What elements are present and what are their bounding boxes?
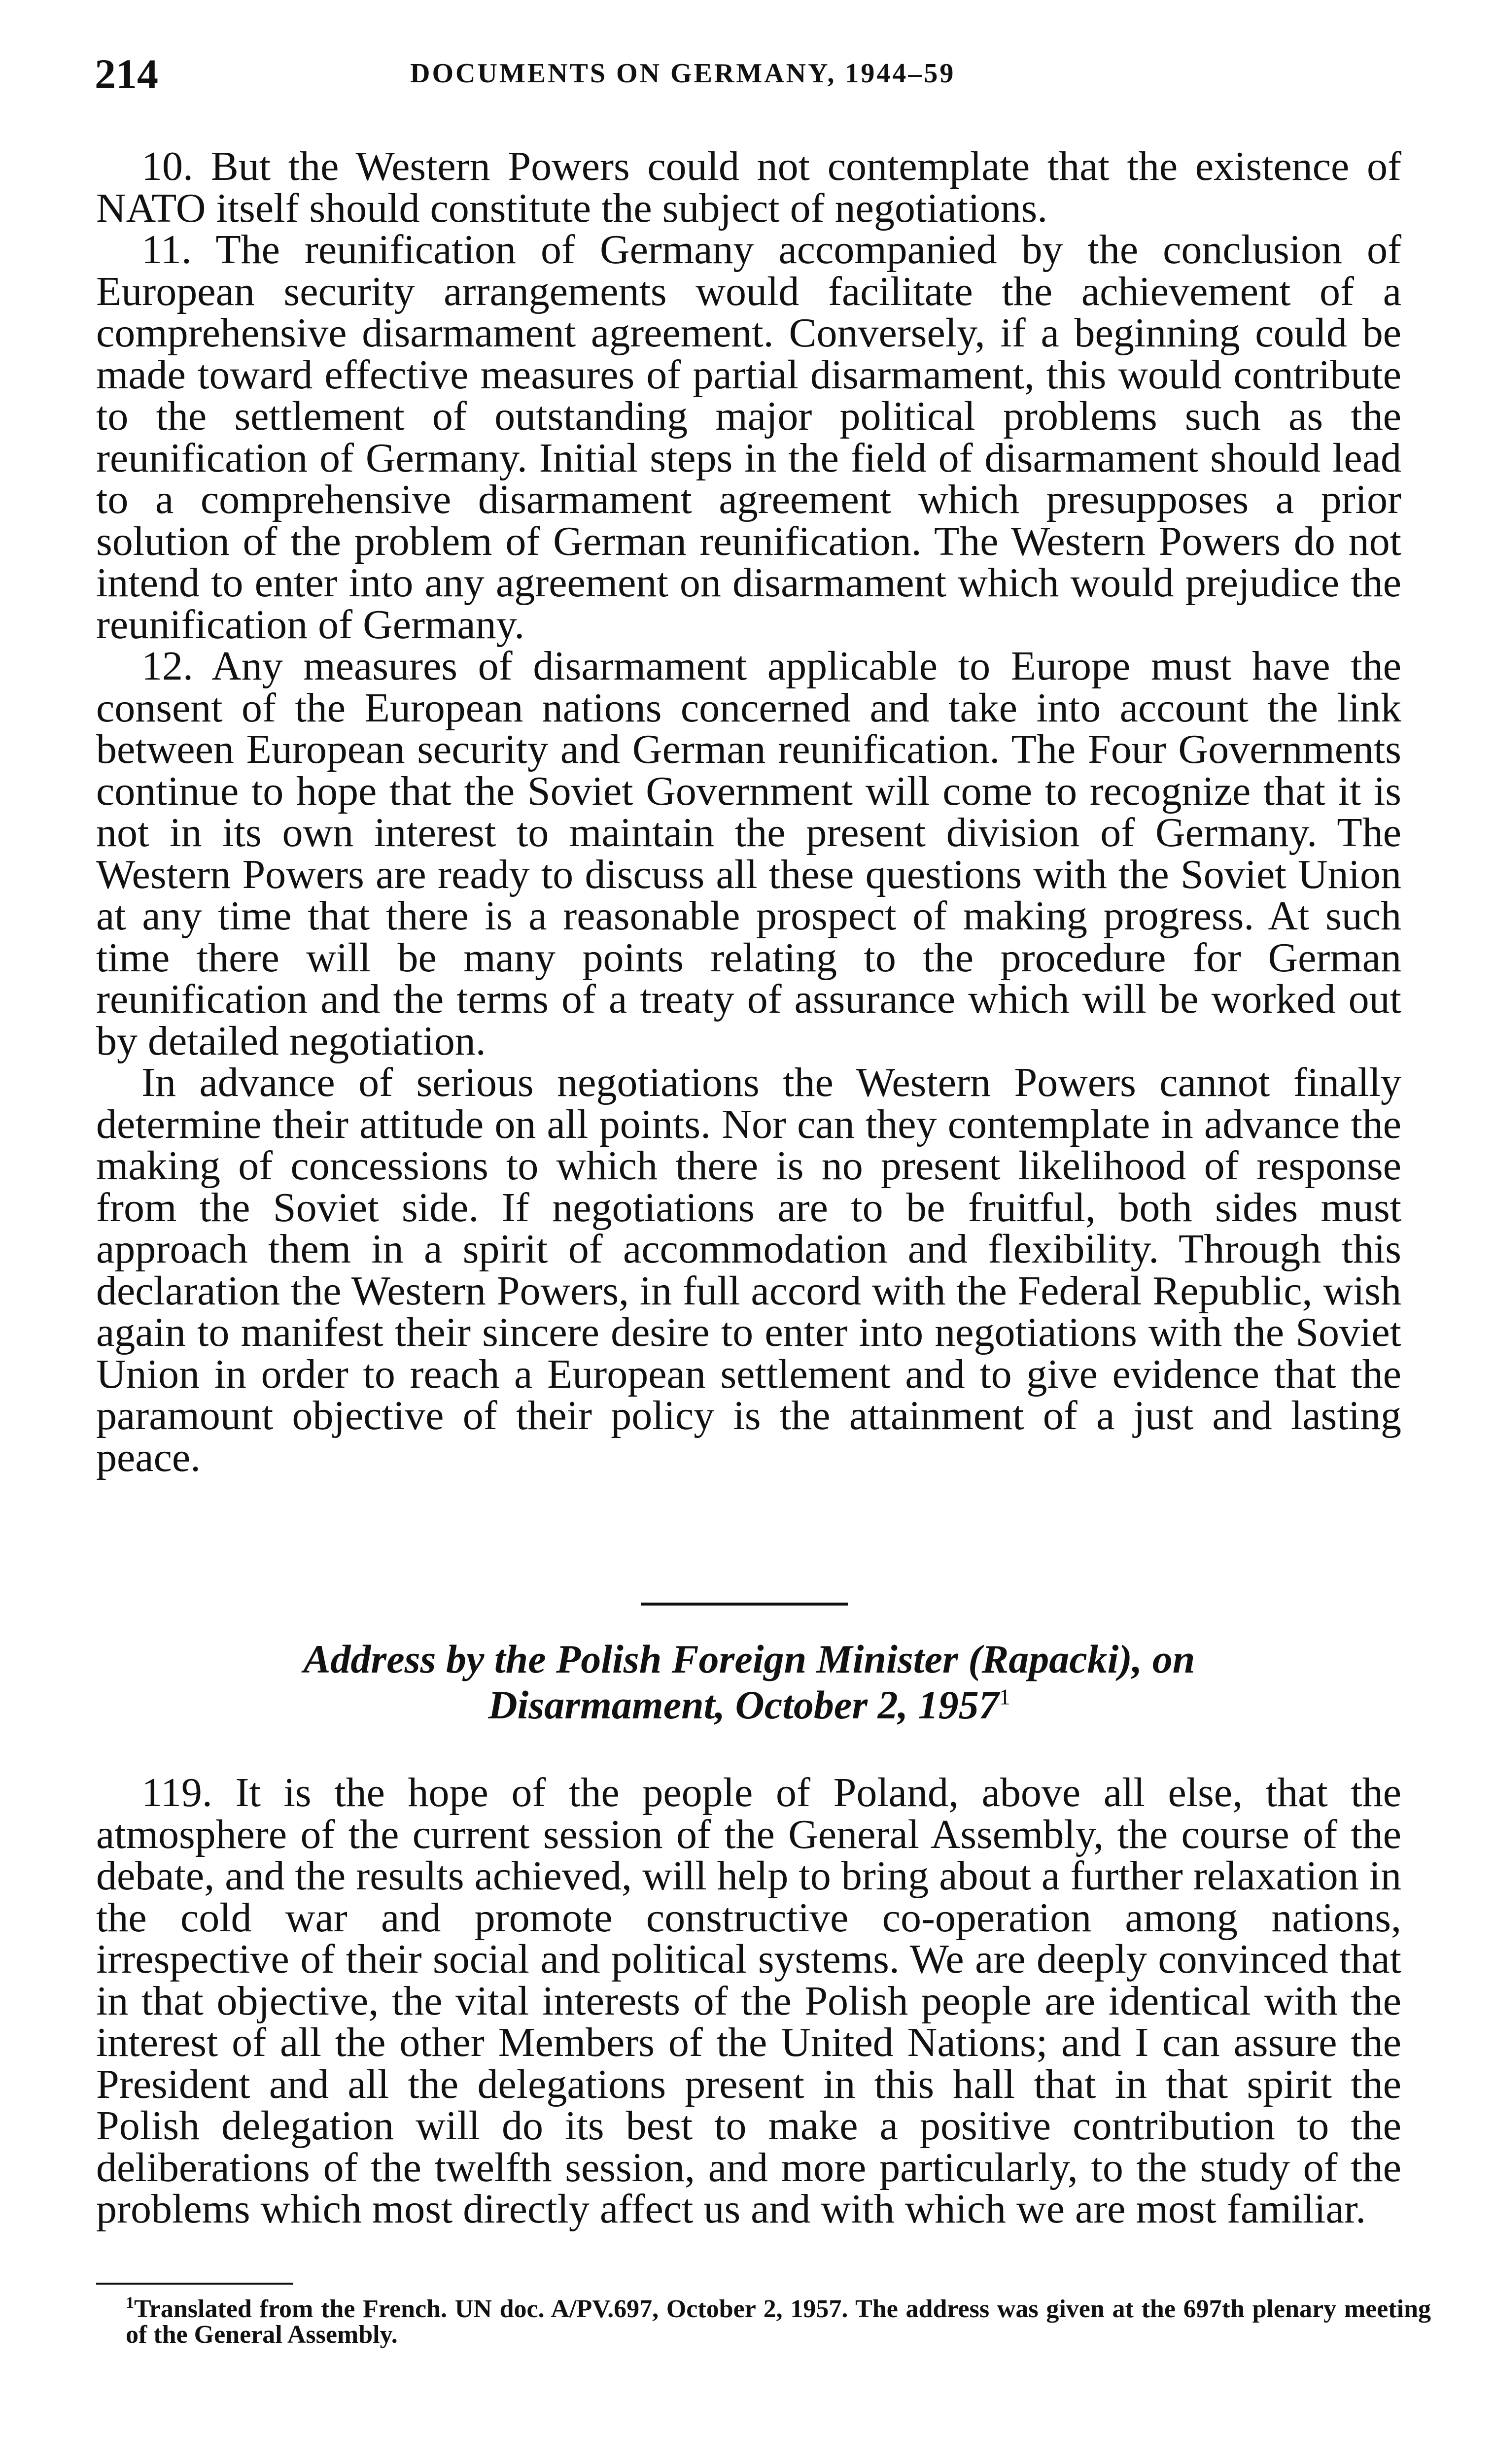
address-text [96, 1772, 1401, 2230]
footnote [96, 2293, 1431, 2349]
section-separator-rule [641, 1603, 848, 1606]
paragraph-12: 12. Any measures of disarmament applicable to Europe must have the consent of the European nations concerned and take into account the link between European security and German reunification. The Four Governments continue to hope that the Soviet Government will come to recognize that it is not in its own interest to maintain the present division of Germany. The Western Powers are ready to discuss all these questions with the Soviet Union at any time that there is a reasonable prospect of making progress. At such time there will be many points relating to the procedure for German reunification and the terms of a treaty of assurance which will be worked out by detailed negotiation. [96, 643, 1401, 1064]
page-number: 214 [95, 50, 158, 98]
document-title-line-1: Address by the Polish Foreign Minister (Rapacki), on [303, 1637, 1195, 1681]
paragraph-10: 10. But the Western Powers could not contemplate that the existence of NATO itself should constitute the subject of negotiations. [96, 143, 1401, 231]
footnote-text: Translated from the French. UN doc. A/PV.697, October 2, 1957. The address was given at the 697th plenary meeting of the General Assembly. [126, 2295, 1431, 2349]
paragraph-11: 11. The reunification of Germany accompanied by the conclusion of European security arrangements would facilitate the achievement of a comprehensive disarmament agreement. Conversely, if a beginning could be made toward effective measures of partial disarmament, this would contribute to the settlement of outstanding major political problems such as the reunification of Germany. Initial steps in the field of disarmament should lead to a comprehensive disarmament agreement which presupposes a prior solution of the problem of German reunification. The Western Powers do not intend to enter into any agreement on disarmament which would prejudice the reunification of Germany. [96, 227, 1401, 648]
page-header [95, 47, 1401, 101]
title-footnote-marker[interactable]: 1 [999, 1684, 1010, 1710]
document-title [148, 1636, 1351, 1728]
running-head: DOCUMENTS ON GERMANY, 1944–59 [410, 58, 956, 89]
footnote-marker: 1 [126, 2293, 134, 2312]
footnote-separator-rule [96, 2283, 293, 2285]
continued-declaration-text [96, 143, 1401, 1480]
document-title-line-2: Disarmament, October 2, 1957 [488, 1682, 999, 1727]
paragraph-119: 119. It is the hope of the people of Poland, above all else, that the atmosphere of the current session of the General Assembly, the course of the debate, and the results achieved, will help to bring about a further relaxation in the cold war and promote constructive co-operation among nations, irrespective of their social and political systems. We are deeply convinced that in that objective, the vital interests of the Polish people are identical with the interest of all the other Members of the United Nations; and I can assure the President and all the delegations present in this hall that in that spirit the Polish delegation will do its best to make a positive contribution to the deliberations of the twelfth session, and more particularly, to the study of the problems which most directly affect us and with which we are most familiar. [96, 1770, 1401, 2232]
closing-paragraph: In advance of serious negotiations the Western Powers cannot finally determine their attitude on all points. Nor can they contemplate in advance the making of concessions to which there is no present likelihood of response from the Soviet side. If negotiations are to be fruitful, both sides must approach them in a spirit of accommodation and flexibility. Through this declaration the Western Powers, in full accord with the Federal Republic, wish again to manifest their sincere desire to enter into negotiations with the Soviet Union in order to reach a European settlement and to give evidence that the paramount objective of their policy is the attainment of a just and lasting peace. [96, 1060, 1401, 1480]
